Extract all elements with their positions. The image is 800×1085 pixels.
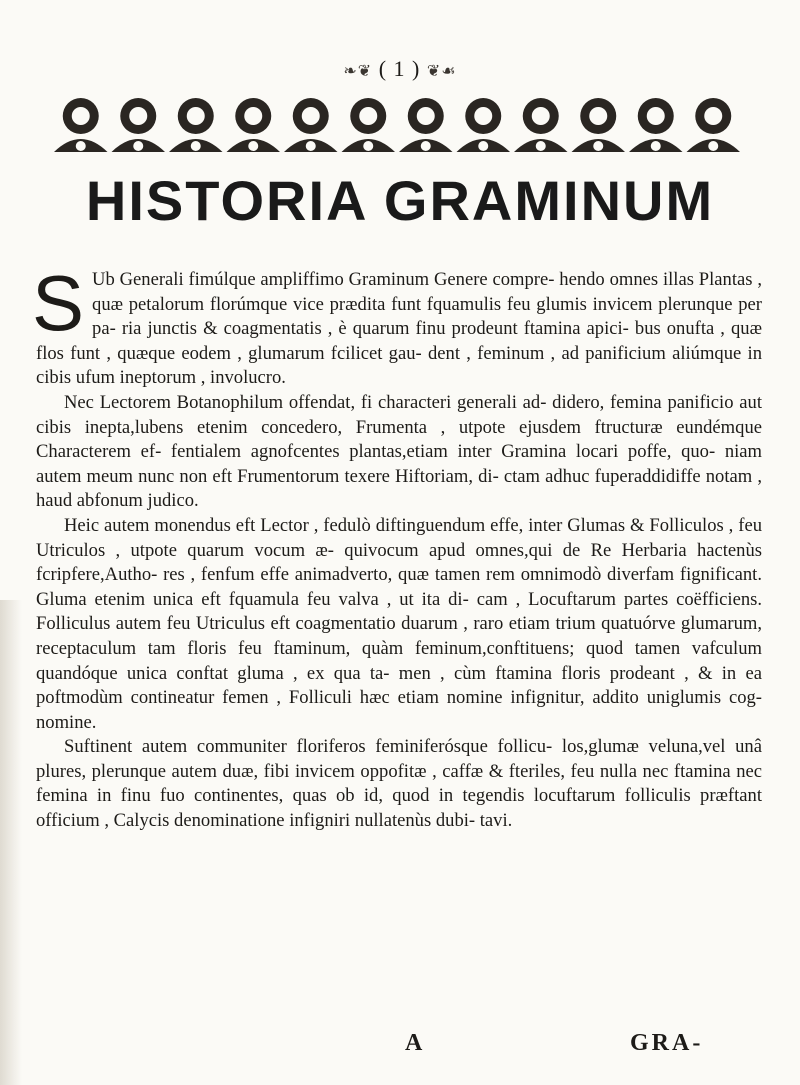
paragraph-2: Nec Lectorem Botanophilum offendat, fi characteri generali ad- didero, femina panificio aut cibis inepta,lubens etenim concedero, Frumenta , utpote ejusdem ftructuræ eundémque Characterem ef- fentialem agnofcentes plantas,etiam inter Gramina locari poffe, quo- niam autem meum nunc non eft Frumentorum texere Hiftoriam, di- ctam adhuc fuperaddidiffe notam , haud abfonum judico. [36, 391, 762, 512]
fleuron-ornament [457, 98, 511, 152]
fleuron-ornament [227, 98, 281, 152]
decorative-fleuron-banner [52, 92, 742, 160]
header-ornament-right: ❦☙ [426, 63, 457, 80]
fleuron-ornament [629, 98, 683, 152]
page-footer [0, 1030, 800, 1060]
fleuron-ornament [54, 98, 108, 152]
header-ornament-left: ❧❦ [343, 63, 373, 80]
paragraph-1: S Ub Generali fimúlque ampliffimo Graminum Genere compre- hendo omnes illas Plantas , quæ petalorum florúmque vice prædita funt fquamulis feu glumis invicem plerunque per pa- ria junctis & coagmentatis , è quarum finu prodeunt ftamina apici- bus onufta , quæ flos funt , quæque eodem , glumarum fcilicet gau- dent , feminum , ad panificium aliúmque in cibis ufum ineptorum , involucro. [32, 259, 762, 389]
fleuron-ornament [169, 98, 223, 152]
fleuron-ornament [514, 98, 568, 152]
page-edge-stain [0, 600, 22, 1085]
page-header [0, 56, 800, 82]
fleuron-ornament [572, 98, 626, 152]
fleuron-ornament [399, 98, 453, 152]
fleuron-ornament [687, 98, 741, 152]
paragraph-4: Suftinent autem communiter floriferos feminiferósque follicu- los,glumæ veluna,vel unâ plures, plerunque autem duæ, fibi invicem oppofitæ , caffæ & fteriles, feu nulla nec ftamina nec femina in finu fuo continentes, quas ob id, quod in tegendis locuftarum folliculis præftant officium , Calycis denominatione infigniri nullatenùs dubi- tavi. [36, 736, 762, 832]
fleuron-ornament [112, 98, 166, 152]
fleuron-ornament [284, 98, 338, 152]
body-text [32, 259, 762, 834]
page-number: ( 1 ) [378, 56, 421, 81]
catchword: GRA- [630, 1030, 704, 1056]
page-title: HISTORIA GRAMINUM [85, 169, 715, 232]
fleuron-ornament [342, 98, 396, 152]
paragraph-3: Heic autem monendus eft Lector , fedulò diftinguendum effe, inter Glumas & Folliculos , feu Utriculos , utpote quarum vocum æ- quivocum apud omnes,qui de Re Herbaria hactenùs fcripfere,Autho- res , fenfum effe animadverto, quæ tamen rem omnimodò diverfam fignificant. Gluma etenim unica eft fquamula feu valva , ut ita di- cam , Locuftarum partes coëfficiens. Folliculus autem feu Utriculus eft coagmentatio duarum , raro etiam trium quatuórve glumarum, receptaculum tam floris feu ftaminum, quàm feminum,conftituens; quod tamen vafculum quandóque unica conftat gluma , ex qua ta- men , cùm ftamina floris prodeant , & in ea poftmodùm contineatur femen , Folliculi hæc etiam nomine infignitur, addito uniglumis cog- nomine. [36, 514, 762, 733]
drop-cap: S [32, 259, 85, 347]
signature-mark: A [405, 1030, 426, 1056]
